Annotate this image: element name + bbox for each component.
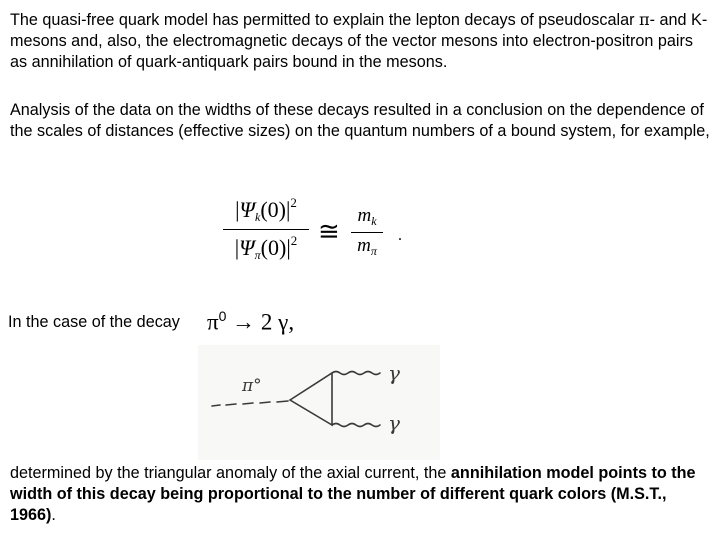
conclusion-text-plain: determined by the triangular anomaly of the axial current, the: [10, 464, 447, 482]
pion-dashed-line: [212, 401, 288, 406]
triangle-anomaly-diagram: [198, 345, 440, 460]
conclusion-text-bold: annihilation model points to the width of this decay being proportional to the number of different quark colors (M.S.T., 1966): [10, 464, 696, 524]
pi-symbol: π: [638, 10, 650, 29]
psi-ratio-fraction: [222, 195, 310, 263]
psi-denominator: $|\Psi\pi(0)|^2$: [234, 233, 298, 262]
analysis-paragraph: Analysis of the data on the widths of these decays resulted in a conclusion on the dependence of the scales of distances (effective sizes) on the quantum numbers of a bound system, for example,: [10, 101, 710, 140]
upper-photon-wave: [332, 372, 380, 375]
intro-paragraph: [10, 9, 710, 73]
quark-triangle-loop: [290, 373, 332, 425]
decay-intro-text: In the case of the decay: [8, 313, 180, 331]
pi-charge: 0: [218, 308, 227, 324]
photon-label-upper: γ: [388, 361, 400, 385]
feynman-diagram-svg: [198, 345, 440, 460]
psi-numerator: $|\Psi k(0)|^2$: [235, 195, 297, 224]
approx-symbol: ≅: [318, 217, 340, 246]
mass-numerator: $m_k$: [357, 205, 377, 228]
mass-denominator: $m_\pi$: [357, 235, 377, 258]
pion-label: π°: [242, 376, 262, 396]
fraction-bar-2: [351, 232, 383, 233]
arrow-symbol: →: [232, 309, 256, 335]
conclusion-period: .: [51, 506, 56, 524]
two-photons: 2 γ,: [260, 309, 295, 335]
intro-text-a: The quasi-free quark model has permitted to explain the lepton decays of pseudoscalar: [10, 11, 635, 29]
formula-period: .: [398, 227, 402, 244]
decay-equation: [207, 308, 294, 336]
mass-ratio-fraction: [350, 205, 384, 259]
photon-label-lower: γ: [388, 411, 400, 435]
intro-text-b: - and K-mesons and, also, the electromagnetic decays of the vector mesons into electron-positron pairs as annihilation of quark-antiquark pairs bound in the mesons.: [10, 11, 708, 71]
conclusion-paragraph: [10, 463, 710, 526]
wavefunction-ratio-formula: [222, 193, 422, 278]
fraction-bar: [223, 229, 309, 230]
pi-zero-symbol: π: [207, 309, 219, 335]
lower-photon-wave: [332, 424, 380, 427]
